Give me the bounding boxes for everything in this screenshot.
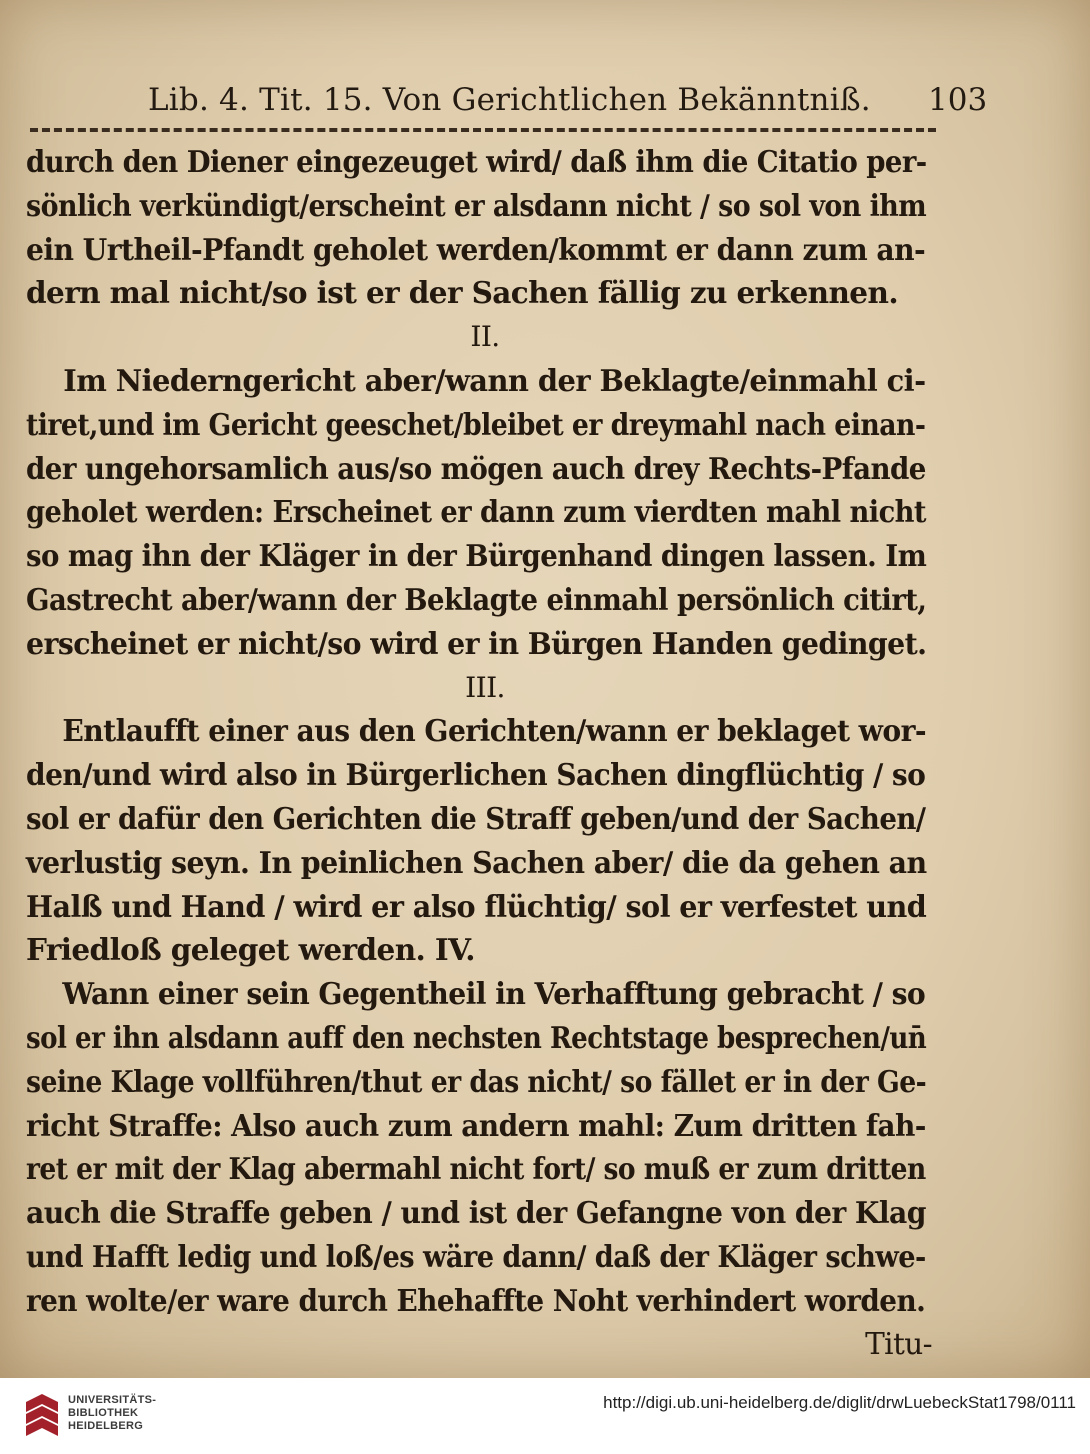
text-line: ein Urtheil-Pfandt geholet werden/kommt er dann zum an- [26,231,926,267]
text-line: und Hafft ledig und loß/es wäre dann/ daß der Kläger schwe- [26,1238,926,1274]
text-line: Im Niederngericht aber/wann der Beklagte/einmahl ci- [63,362,926,398]
text-line: Wann einer sein Gegentheil in Verhafftung gebracht / so [62,976,926,1012]
running-head: Lib. 4. Tit. 15. Von Gerichtlichen Bekänntniß. [148,82,871,118]
logo-text [68,1394,156,1433]
text-line: Friedloß geleget werden. IV. [26,932,475,968]
text-line: den/und wird also in Bürgerlichen Sachen dingflüchtig / so [26,757,926,793]
text-line: sol er dafür den Gerichten die Straff geben/und der Sachen/ [26,800,926,836]
page-number: 103 [928,82,988,118]
text-line: Gastrecht aber/wann der Beklagte einmahl persönlich citirt, [26,581,927,617]
text-line: tiret,und im Gericht geeschet/bleibet er dreymahl nach einan- [26,406,926,442]
page-header [30,82,988,126]
logo-line: HEIDELBERG [68,1420,144,1432]
text-line: seine Klage vollführen/thut er das nicht/ so fället er in der Ge- [26,1063,927,1099]
text-line: verlustig seyn. In peinlichen Sachen aber/ die da gehen an [26,844,927,880]
section-number-iii: III. [465,670,505,704]
text-line: durch den Diener eingezeuget wird/ daß ihm die Citatio per- [26,144,927,179]
text-line: richt Straffe: Also auch zum andern mahl: Zum dritten fah- [26,1107,926,1143]
logo-line: UNIVERSITÄTS- [68,1394,157,1406]
text-line: ret er mit der Klag abermahl nicht fort/ so muß er zum dritten [26,1151,926,1187]
section-number-ii: II. [470,320,500,354]
logo-line: BIBLIOTHEK [68,1407,139,1419]
text-line: der ungehorsamlich aus/so mögen auch drey Rechts-Pfande [26,450,926,486]
text-line: auch die Straffe geben / und ist der Gefangne von der Klag [26,1195,926,1231]
text-line: Entlaufft einer aus den Gerichten/wann er beklaget wor- [62,713,927,749]
text-line: erscheinet er nicht/so wird er in Bürgen Handen gedinget. [26,625,927,661]
text-line: sönlich verkündigt/erscheint er alsdann nicht / so sol von ihm [26,187,927,223]
header-rule [30,128,936,132]
text-line: so mag ihn der Kläger in der Bürgenhand dingen lassen. Im [26,538,927,574]
text-line: ren wolte/er ware durch Ehehaffte Noht verhindert worden. [26,1282,926,1318]
body-text [26,140,938,1363]
university-library-logo-icon [22,1392,62,1438]
text-line: sol er ihn alsdann auff den nechsten Rechtstage besprechen/un̄ [26,1019,927,1055]
footer-bar [0,1378,1090,1454]
text-line: Halß und Hand / wird er also flüchtig/ sol er verfestet und [26,888,927,924]
text-line: dern mal nicht/so ist er der Sachen fällig zu erkennen. [26,275,898,311]
catchword: Titu- [865,1326,932,1361]
text-line: geholet werden: Erscheinet er dann zum vierdten mahl nicht [26,494,926,530]
source-url[interactable]: http://digi.ub.uni-heidelberg.de/diglit/drwLuebeckStat1798/0111 [603,1393,1076,1412]
